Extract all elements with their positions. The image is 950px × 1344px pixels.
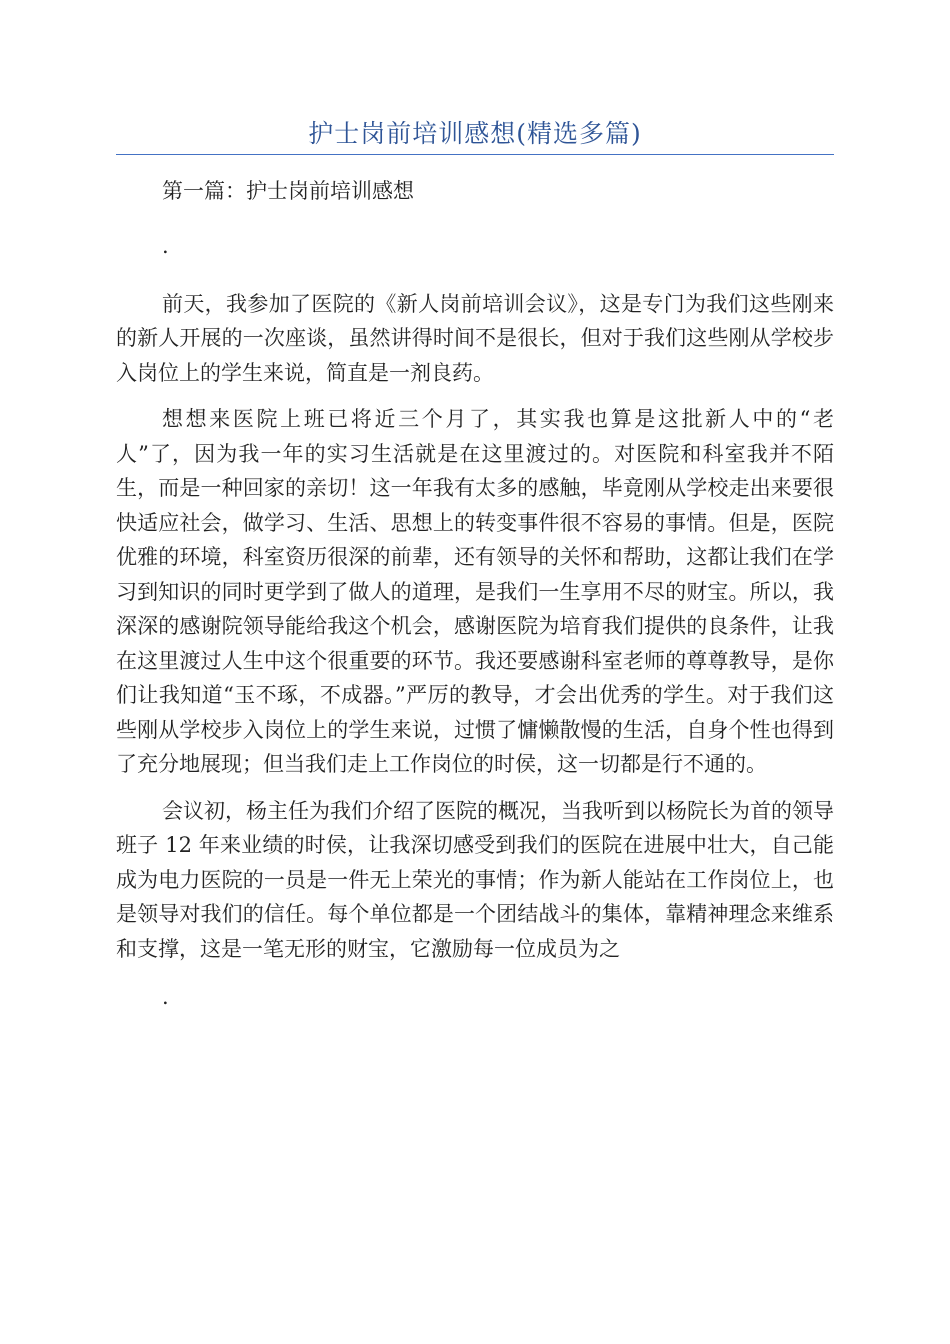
separator-dot: . <box>162 233 169 258</box>
paragraph-3: 会议初，杨主任为我们介绍了医院的概况，当我听到以杨院长为首的领导班子 12 年来业绩的时侯，让我深切感受到我们的医院在进展中壮大，自己能成为电力医院的一员是一件无上荣光的事情；作为新人能站在工作岗位上，也是领导对我们的信任。每个单位都是一个团结战斗的集体，靠精神理念来维系和支撑，这是一笔无形的财宝，它激励每一位成员为之 <box>116 798 834 961</box>
end-dot: . <box>162 985 169 1009</box>
paragraph-1: 前天，我参加了医院的《新人岗前培训会议》，这是专门为我们这些刚来的新人开展的一次座谈，虽然讲得时间不是很长，但对于我们这些刚从学校步入岗位上的学生来说，简直是一剂良药。 <box>116 291 834 385</box>
title-underline <box>116 154 834 155</box>
document-title: 护士岗前培训感想(精选多篇) <box>308 119 642 148</box>
section-heading: 第一篇：护士岗前培训感想 <box>162 179 414 203</box>
document-body <box>116 174 834 1014</box>
paragraph-2: 想想来医院上班已将近三个月了，其实我也算是这批新人中的“老人”了，因为我一年的实习生活就是在这里渡过的。对医院和科室我并不陌生，而是一种回家的亲切！这一年我有太多的感触，毕竟刚从学校走出来要很快适应社会，做学习、生活、思想上的转变事件很不容易的事情。但是，医院优雅的环境，科室资历很深的前辈，还有领导的关怀和帮助，这都让我们在学习到知识的同时更学到了做人的道理，是我们一生享用不尽的财宝。所以，我深深的感谢院领导能给我这个机会，感谢医院为培育我们提供的良条件，让我在这里渡过人生中这个很重要的环节。我还要感谢科室老师的尊尊教导，是你们让我知道“玉不琢，不成器。”严厉的教导，才会出优秀的学生。对于我们这些刚从学校步入岗位上的学生来说，过惯了慵懒散慢的生活，自身个性也得到了充分地展现；但当我们走上工作岗位的时侯，这一切都是行不通的。 <box>116 407 834 776</box>
